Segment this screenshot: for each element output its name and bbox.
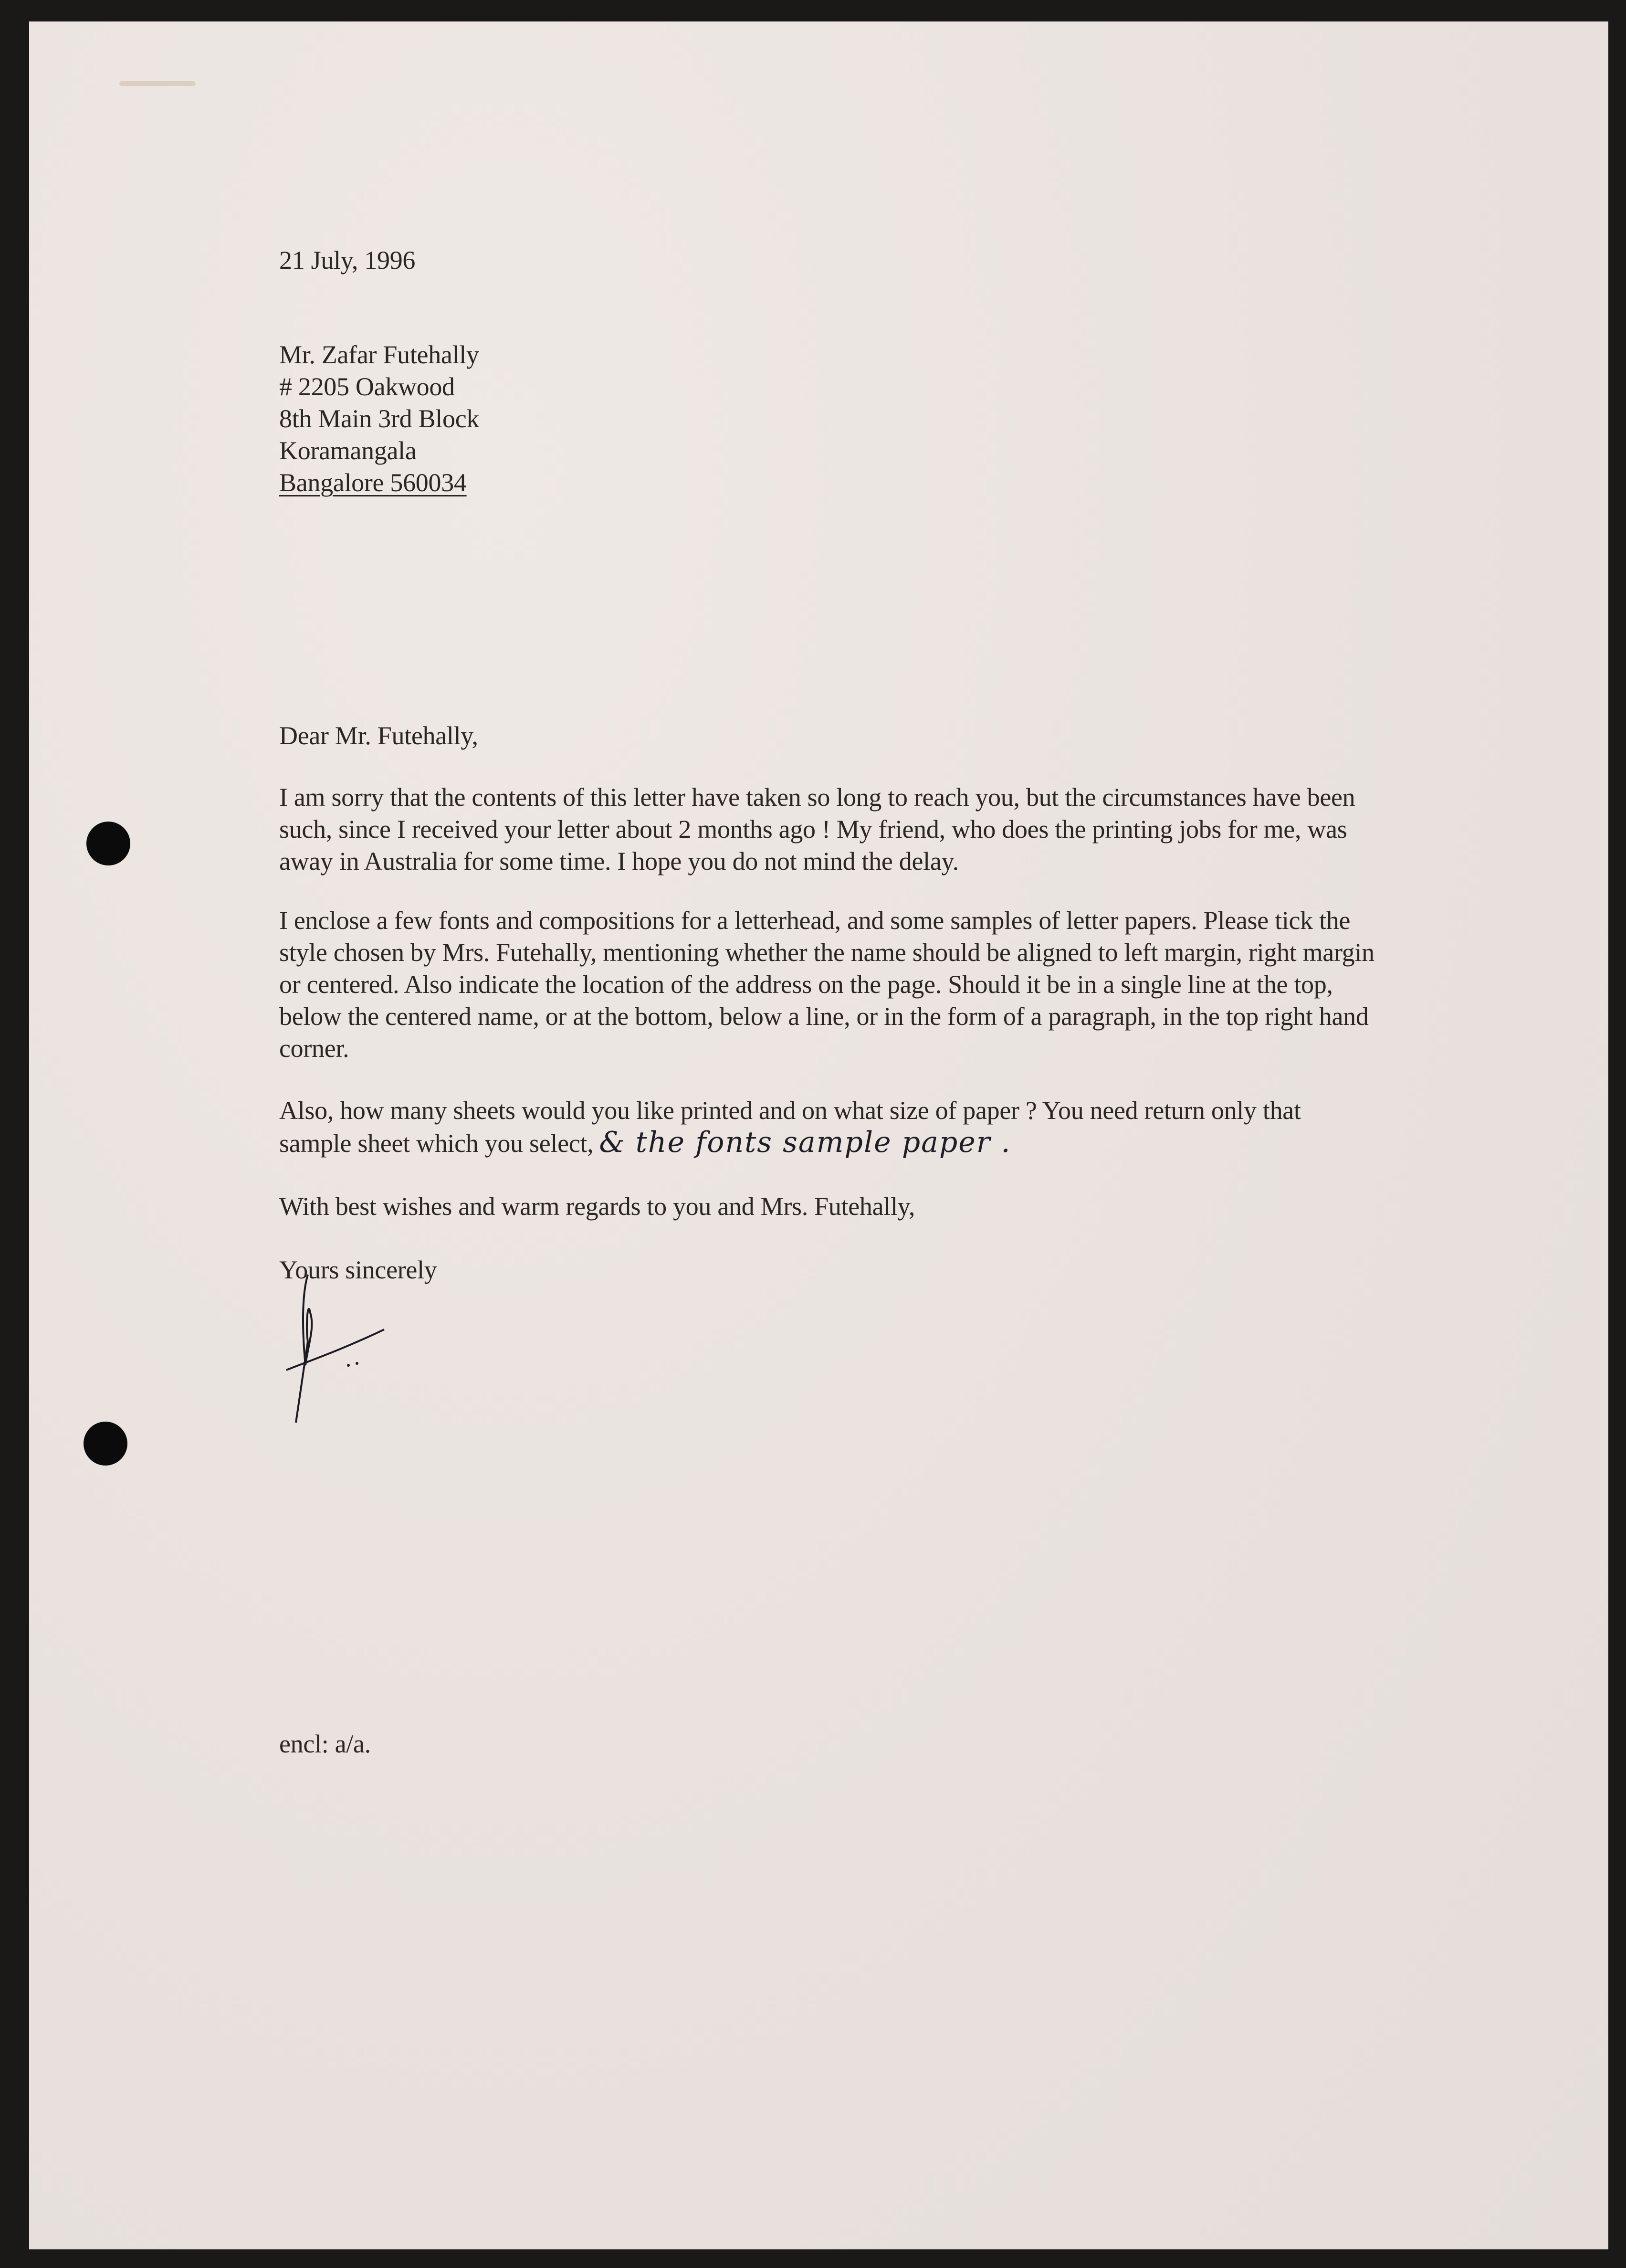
address-line: Bangalore 560034 bbox=[279, 468, 467, 497]
paragraph-line: away in Australia for some time. I hope you do not mind the delay. bbox=[279, 847, 959, 876]
punch-hole bbox=[84, 1422, 127, 1466]
paragraph-line: sample sheet which you select, bbox=[279, 1129, 594, 1158]
paragraph-line: such, since I received your letter about 2 months ago ! My friend, who does the printing jobs for me, was bbox=[279, 815, 1347, 844]
paragraph-line: Also, how many sheets would you like printed and on what size of paper ? You need return only that bbox=[279, 1096, 1301, 1125]
paper-stain bbox=[119, 81, 196, 86]
paragraph-2 bbox=[279, 905, 1374, 1065]
address-line: 8th Main 3rd Block bbox=[279, 404, 480, 433]
enclosure-note: encl: a/a. bbox=[279, 1730, 371, 1758]
paragraph-line: I enclose a few fonts and compositions for a letterhead, and some samples of letter papers. Please tick the bbox=[279, 906, 1351, 935]
paragraph-1 bbox=[279, 781, 1355, 877]
paragraph-line: below the centered name, or at the bottom, below a line, or in the form of a paragraph, in the top right hand bbox=[279, 1002, 1369, 1031]
handwritten-note: & the fonts sample paper . bbox=[599, 1126, 1011, 1159]
sign-off: Yours sincerely bbox=[279, 1255, 437, 1284]
salutation: Dear Mr. Futehally, bbox=[279, 721, 478, 750]
signature bbox=[282, 1270, 396, 1432]
paragraph-line: corner. bbox=[279, 1034, 349, 1063]
address-line: Mr. Zafar Futehally bbox=[279, 340, 479, 369]
paragraph-line: style chosen by Mrs. Futehally, mentioning whether the name should be aligned to left margin, right margin bbox=[279, 938, 1374, 967]
paragraph-3 bbox=[279, 1095, 1301, 1160]
closing-wishes: With best wishes and warm regards to you and Mrs. Futehally, bbox=[279, 1192, 915, 1221]
recipient-address bbox=[279, 339, 479, 499]
punch-hole bbox=[86, 822, 130, 865]
paragraph-line: I am sorry that the contents of this letter have taken so long to reach you, but the circumstances have been bbox=[279, 783, 1355, 812]
paragraph-line: or centered. Also indicate the location of the address on the page. Should it be in a single line at the top, bbox=[279, 970, 1333, 999]
address-line: Koramangala bbox=[279, 436, 417, 465]
address-line: # 2205 Oakwood bbox=[279, 372, 455, 401]
letter-date: 21 July, 1996 bbox=[279, 246, 416, 274]
